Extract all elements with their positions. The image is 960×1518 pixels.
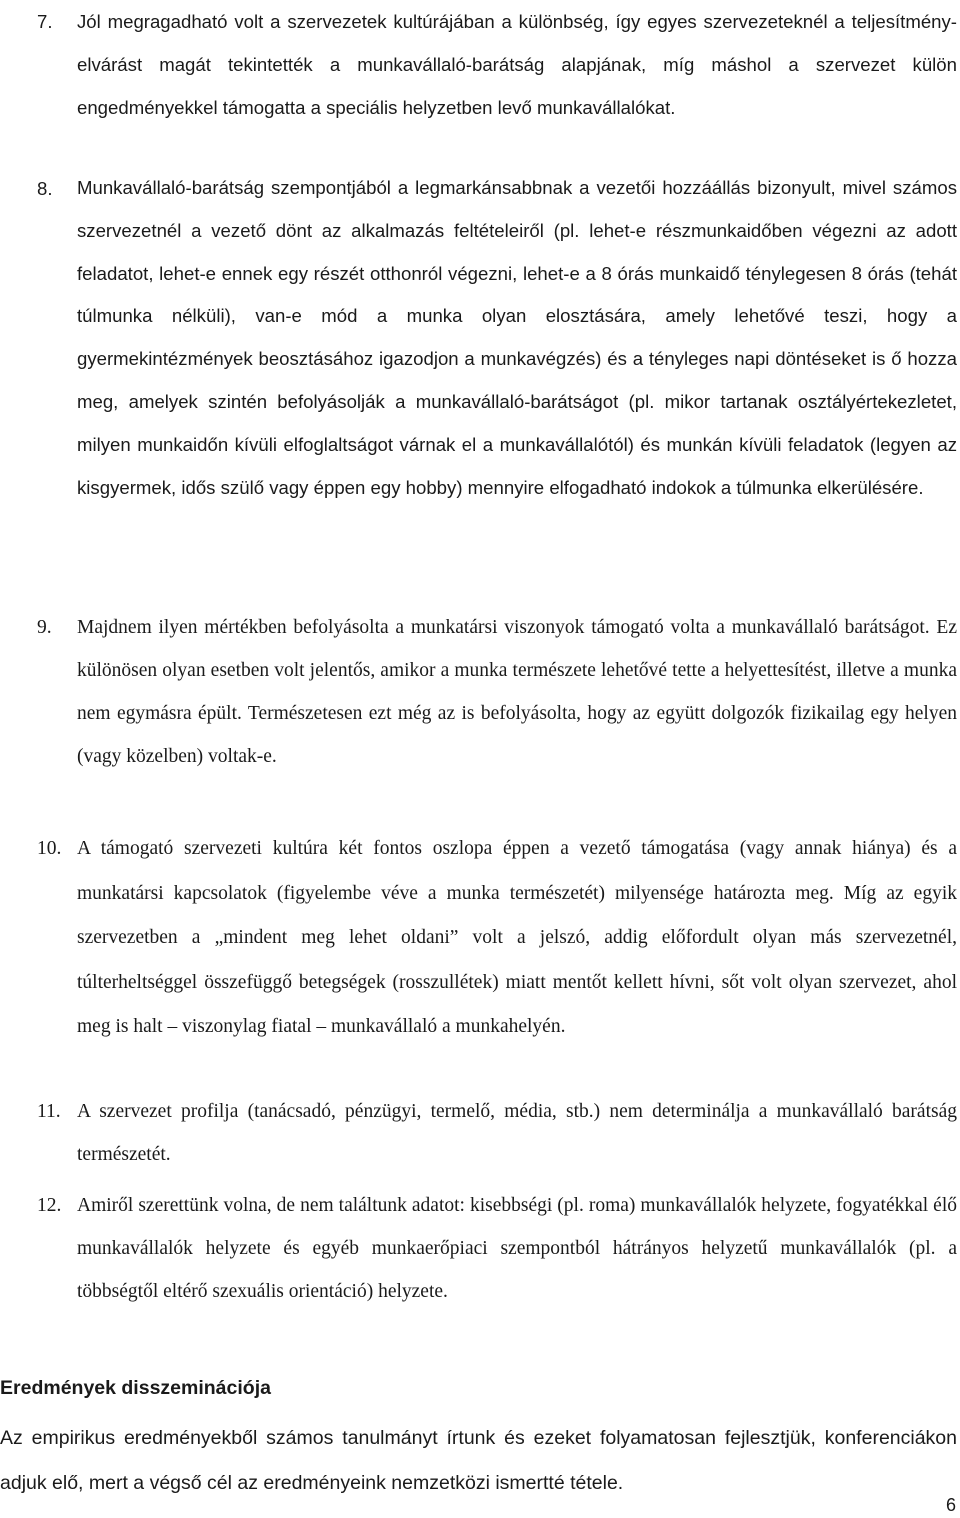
section-heading: Eredmények disszeminációja — [0, 1377, 271, 1399]
list-item-number: 8. — [37, 178, 53, 199]
list-item-number: 11. — [37, 1101, 61, 1122]
list-item-number: 12. — [37, 1195, 62, 1216]
list-item-text: Jól megragadható volt a szervezetek kultúrájában a különbség, így egyes szervezeteknél a teljesítmény-elvárást magát tekintették a munkavállaló-barátság alapjának, míg máshol a szervezet külön engedményekkel támogatta a speciális helyzetben levő munkavállalókat. — [77, 11, 957, 118]
list-item-text: Majdnem ilyen mértékben befolyásolta a munkatársi viszonyok támogató volta a munkavállaló barátságot. Ez különösen olyan esetben volt jelentős, amikor a munka természete lehetővé tette a helyettesítést, illetve a munka nem egymásra épült. Természetesen ezt még az is befolyásolta, hogy az együtt dolgozók fizikailag egy helyen (vagy közelben) voltak-e. — [77, 617, 957, 767]
list-item-number: 9. — [37, 617, 52, 638]
list-item-text: Munkavállaló-barátság szempontjából a legmarkánsabbnak a vezetői hozzáállás bizonyult, mivel számos szervezetnél a vezető dönt az alkalmazás feltételeiről (pl. lehet-e részmunkaidőben végezni az adott feladatot, lehet-e ennek egy részét otthonról végezni, lehet-e a 8 órás munkaidő ténylegesen 8 órás (tehát túlmunka nélküli), van-e mód a munka olyan elosztására, amely lehetővé teszi, hogy a gyermekintézmények beosztásához igazodjon a munkavégzés) és a tényleges napi döntéseket is ő hozza meg, amelyek szintén befolyásolják a munkavállaló-barátságot (pl. mikor tartanak osztályértekezletet, milyen munkaidőn kívüli elfoglaltságot várnak el a munkavállalótól) és munkán kívüli feladatok (legyen az kisgyermek, idős szülő vagy éppen egy hobby) mennyire elfogadható indokok a túlmunka elkerülésére. — [77, 177, 957, 498]
list-item-text: Amiről szerettünk volna, de nem találtunk adatot: kisebbségi (pl. roma) munkavállalók helyzete, fogyatékkal élő munkavállalók helyzete és egyéb munkaerőpiaci szempontból hátrányos helyzetű munkavállalók (pl. a többségtől eltérő szexuális orientáció) helyzete. — [77, 1195, 957, 1302]
page-number: 6 — [945, 1495, 956, 1515]
list-item-number: 10. — [37, 838, 62, 859]
section-body: Az empirikus eredményekből számos tanulmányt írtunk és ezeket folyamatosan fejlesztjük, konferenciákon adjuk elő, mert a végső cél az eredményeink nemzetközi ismertté tétele. — [0, 1427, 957, 1494]
list-item-number: 7. — [37, 11, 53, 32]
list-item-text: A szervezet profilja (tanácsadó, pénzügyi, termelő, média, stb.) nem determinálja a munkavállaló barátság természetét. — [77, 1101, 957, 1165]
list-item-text: A támogató szervezeti kultúra két fontos oszlopa éppen a vezető támogatása (vagy annak hiánya) és a munkatársi kapcsolatok (figyelembe véve a munka természetét) milyensége határozta meg. Míg az egyik szervezetben a „mindent meg lehet oldani” volt a jelszó, addig előfordult olyan más szervezetnél, túlterheltséggel összefüggő betegségek (rosszullétek) miatt mentőt kellett hívni, sőt volt olyan szervezet, ahol meg is halt – viszonylag fiatal – munkavállaló a munkahelyén. — [77, 838, 957, 1038]
